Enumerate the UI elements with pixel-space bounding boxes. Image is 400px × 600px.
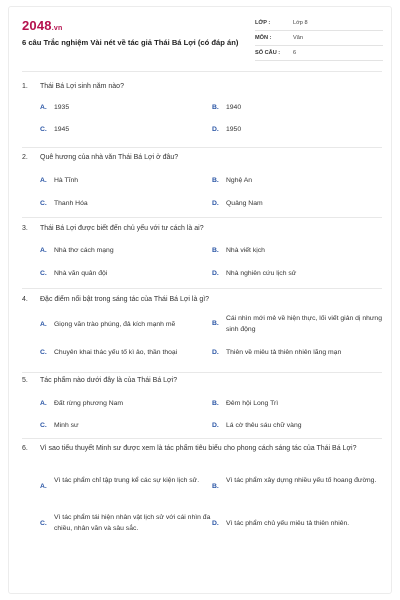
option-letter: C.	[40, 270, 47, 277]
option-letter: C.	[40, 349, 47, 356]
option-text: 1950	[226, 126, 242, 133]
question-number: 1.	[22, 83, 28, 90]
divider	[22, 147, 382, 148]
option-text: Vì tác phẩm chỉ tập trung kể các sự kiện lịch sử.	[54, 477, 200, 484]
option-text: Lá cờ thêu sáu chữ vàng	[226, 422, 302, 429]
option-text: Nhà viết kịch	[226, 247, 265, 254]
option-text: Minh sư	[54, 422, 79, 429]
site-logo[interactable]: 2048.vn	[22, 18, 63, 33]
question-3	[22, 223, 382, 283]
option-letter: A.	[40, 177, 47, 184]
option-text: Nghệ An	[226, 177, 253, 184]
option-letter: B.	[212, 104, 219, 111]
option-text: Thanh Hóa	[54, 200, 88, 207]
option-text: Quảng Nam	[226, 200, 263, 207]
meta-subject-row	[255, 34, 383, 46]
divider	[22, 288, 382, 289]
question-number: 5.	[22, 377, 28, 384]
option-letter: A.	[40, 321, 47, 328]
meta-value: Văn	[293, 35, 303, 41]
meta-value: Lớp 8	[293, 20, 308, 26]
question-number: 6.	[22, 445, 28, 452]
question-text: Thái Bá Lợi sinh năm nào?	[40, 83, 124, 90]
divider	[22, 71, 382, 72]
question-number: 3.	[22, 225, 28, 232]
option-letter: D.	[212, 349, 219, 356]
option-text: 1935	[54, 104, 70, 111]
option-text: Giọng văn trào phúng, đả kích mạnh mẽ	[54, 321, 176, 328]
option-text: Hà Tĩnh	[54, 177, 79, 184]
option-text: 1940	[226, 104, 242, 111]
question-text: Vì sao tiểu thuyết Minh sư được xem là tác phẩm tiêu biểu cho phong cách sáng tác của Thái Bá Lợi?	[40, 445, 357, 452]
option-letter: D.	[212, 126, 219, 133]
question-text: Tác phẩm nào dưới đây là của Thái Bá Lợi?	[40, 377, 178, 384]
option-letter: C.	[40, 200, 47, 207]
option-text: Chuyên khai thác yếu tố kì ảo, thần thoại	[54, 349, 178, 356]
divider	[22, 372, 382, 373]
question-2	[22, 152, 382, 212]
option-text: Thiên về miêu tả thiên nhiên lãng mạn	[226, 349, 342, 356]
option-letter: D.	[212, 200, 219, 207]
question-text: Đặc điểm nổi bật trong sáng tác của Thái Bá Lợi là gì?	[40, 296, 210, 303]
option-text: Cái nhìn mới mẻ về hiện thực, lối viết giản dị nhưng sinh động	[226, 315, 382, 333]
option-text: Nhà nghiên cứu lịch sử	[226, 270, 297, 277]
meta-label: SỐ CÂU :	[255, 50, 281, 56]
option-letter: C.	[40, 126, 47, 133]
option-letter: B.	[212, 400, 219, 407]
divider	[22, 438, 382, 439]
meta-count-row	[255, 49, 383, 61]
question-6	[22, 443, 382, 553]
divider	[22, 217, 382, 218]
option-letter: C.	[40, 422, 47, 429]
question-text: Thái Bá Lợi được biết đến chủ yếu với tư cách là ai?	[40, 225, 204, 232]
option-text: Đất rừng phương Nam	[54, 400, 124, 407]
option-letter: B.	[212, 320, 219, 327]
option-letter: A.	[40, 400, 47, 407]
option-letter: B.	[212, 177, 219, 184]
option-text: Vì tác phẩm chủ yếu miêu tả thiên nhiên.	[226, 520, 350, 527]
option-text: Vì tác phẩm xây dựng nhiều yếu tố hoang đường.	[226, 477, 377, 484]
meta-class-row	[255, 19, 383, 31]
option-letter: D.	[212, 270, 219, 277]
option-letter: A.	[40, 483, 47, 490]
page-title: 6 câu Trắc nghiệm Vài nét về tác giả Thái Bá Lợi (có đáp án)	[22, 38, 239, 47]
question-1	[22, 81, 382, 141]
option-letter: A.	[40, 104, 47, 111]
question-4	[22, 294, 382, 369]
option-letter: C.	[40, 520, 47, 527]
meta-label: LỚP :	[255, 20, 271, 26]
meta-value: 6	[293, 50, 297, 56]
option-text: Nhà văn quân đội	[54, 270, 108, 277]
option-text: Đêm hội Long Trì	[226, 400, 279, 407]
option-letter: B.	[212, 483, 219, 490]
question-number: 2.	[22, 154, 28, 161]
option-letter: D.	[212, 422, 219, 429]
question-5	[22, 375, 382, 435]
option-letter: A.	[40, 247, 47, 254]
meta-label: MÔN :	[255, 35, 272, 41]
option-text: 1945	[54, 126, 70, 133]
worksheet-page	[8, 6, 392, 594]
option-text: Nhà thơ cách mạng	[54, 247, 114, 254]
option-letter: D.	[212, 520, 219, 527]
option-letter: B.	[212, 247, 219, 254]
question-text: Quê hương của nhà văn Thái Bá Lợi ở đâu?	[40, 154, 179, 161]
question-number: 4.	[22, 296, 28, 303]
option-text: Vì tác phẩm tái hiện nhân vật lịch sử với cái nhìn đa chiều, nhân văn và sâu sắc.	[54, 514, 211, 532]
